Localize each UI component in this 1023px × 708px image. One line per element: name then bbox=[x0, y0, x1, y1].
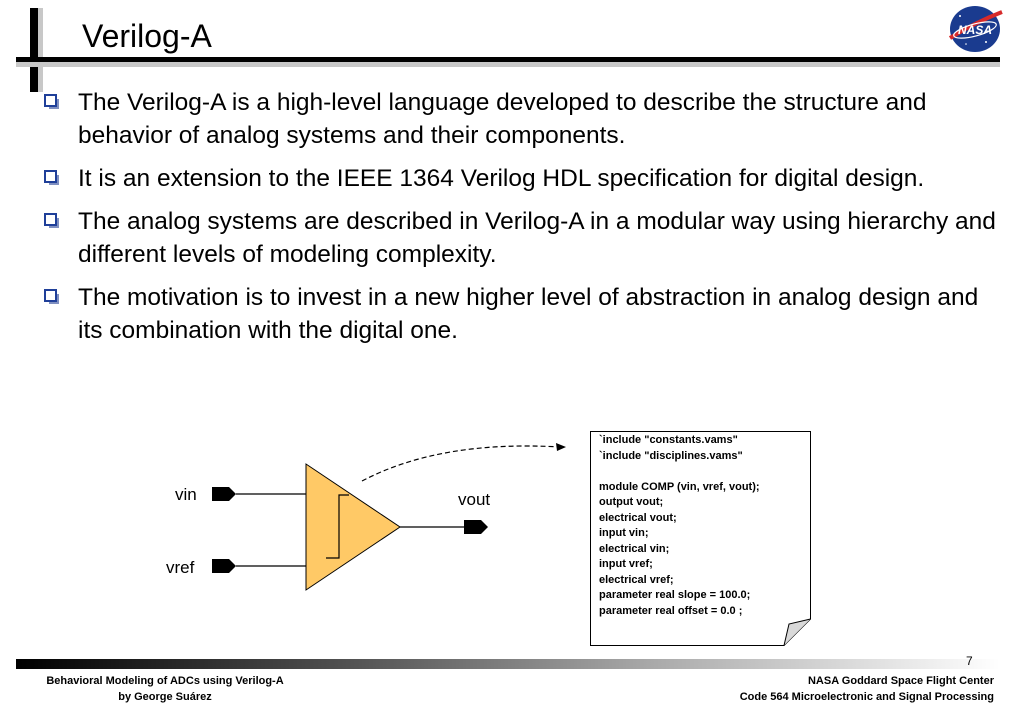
code-line: input vin; bbox=[599, 527, 649, 539]
bullet-text: It is an extension to the IEEE 1364 Verilog HDL specification for digital design. bbox=[78, 165, 925, 192]
code-line: electrical vin; bbox=[599, 542, 670, 555]
code-line: `include "constants.vams" bbox=[599, 434, 738, 446]
vin-label: vin bbox=[175, 485, 197, 504]
code-line: parameter real offset = 0.0 ; bbox=[599, 604, 743, 617]
code-line bbox=[599, 464, 760, 480]
footer-right bbox=[650, 673, 994, 705]
dashed-arrow bbox=[362, 446, 560, 481]
footer-organization: NASA Goddard Space Flight Center bbox=[807, 675, 994, 687]
code-line: parameter real slope = 100.0; bbox=[599, 589, 751, 601]
bullet-text: The Verilog-A is a high-level language developed to describe the structure and behavior of analog systems and their components. bbox=[78, 89, 927, 149]
code-lines bbox=[599, 433, 760, 619]
code-line: module COMP (vin, vref, vout); bbox=[599, 480, 760, 493]
nasa-logo-text: NASA bbox=[957, 23, 993, 37]
vout-pin-icon bbox=[464, 520, 488, 534]
comparator-triangle bbox=[306, 464, 400, 590]
vin-pin-icon bbox=[212, 487, 236, 501]
code-document bbox=[590, 431, 810, 645]
vref-label: vref bbox=[166, 558, 195, 577]
code-line: electrical vref; bbox=[599, 573, 674, 586]
code-line: input vref; bbox=[599, 558, 653, 570]
bullet-text: The analog systems are described in Verilog-A in a modular way using hierarchy and different levels of modeling complexity. bbox=[78, 208, 996, 268]
footer-author: by George Suárez bbox=[118, 691, 212, 703]
footer-left bbox=[20, 673, 310, 705]
bullet-text: The motivation is to invest in a new higher level of abstraction in analog design and its combination with the digital one. bbox=[78, 284, 979, 344]
code-line: electrical vout; bbox=[599, 511, 677, 524]
arrowhead-icon bbox=[556, 443, 566, 451]
footer-gradient-bar bbox=[16, 659, 1000, 669]
footer-presentation-title: Behavioral Modeling of ADCs using Verilog-A bbox=[46, 675, 284, 687]
code-line: `include "disciplines.vams" bbox=[599, 449, 743, 462]
page-number: 7 bbox=[966, 654, 973, 668]
vref-pin-icon bbox=[212, 559, 236, 573]
code-line: output vout; bbox=[599, 496, 664, 508]
vout-label: vout bbox=[458, 490, 491, 509]
page-title: Verilog-A bbox=[82, 18, 212, 54]
footer-department: Code 564 Microelectronic and Signal Processing bbox=[739, 691, 994, 703]
